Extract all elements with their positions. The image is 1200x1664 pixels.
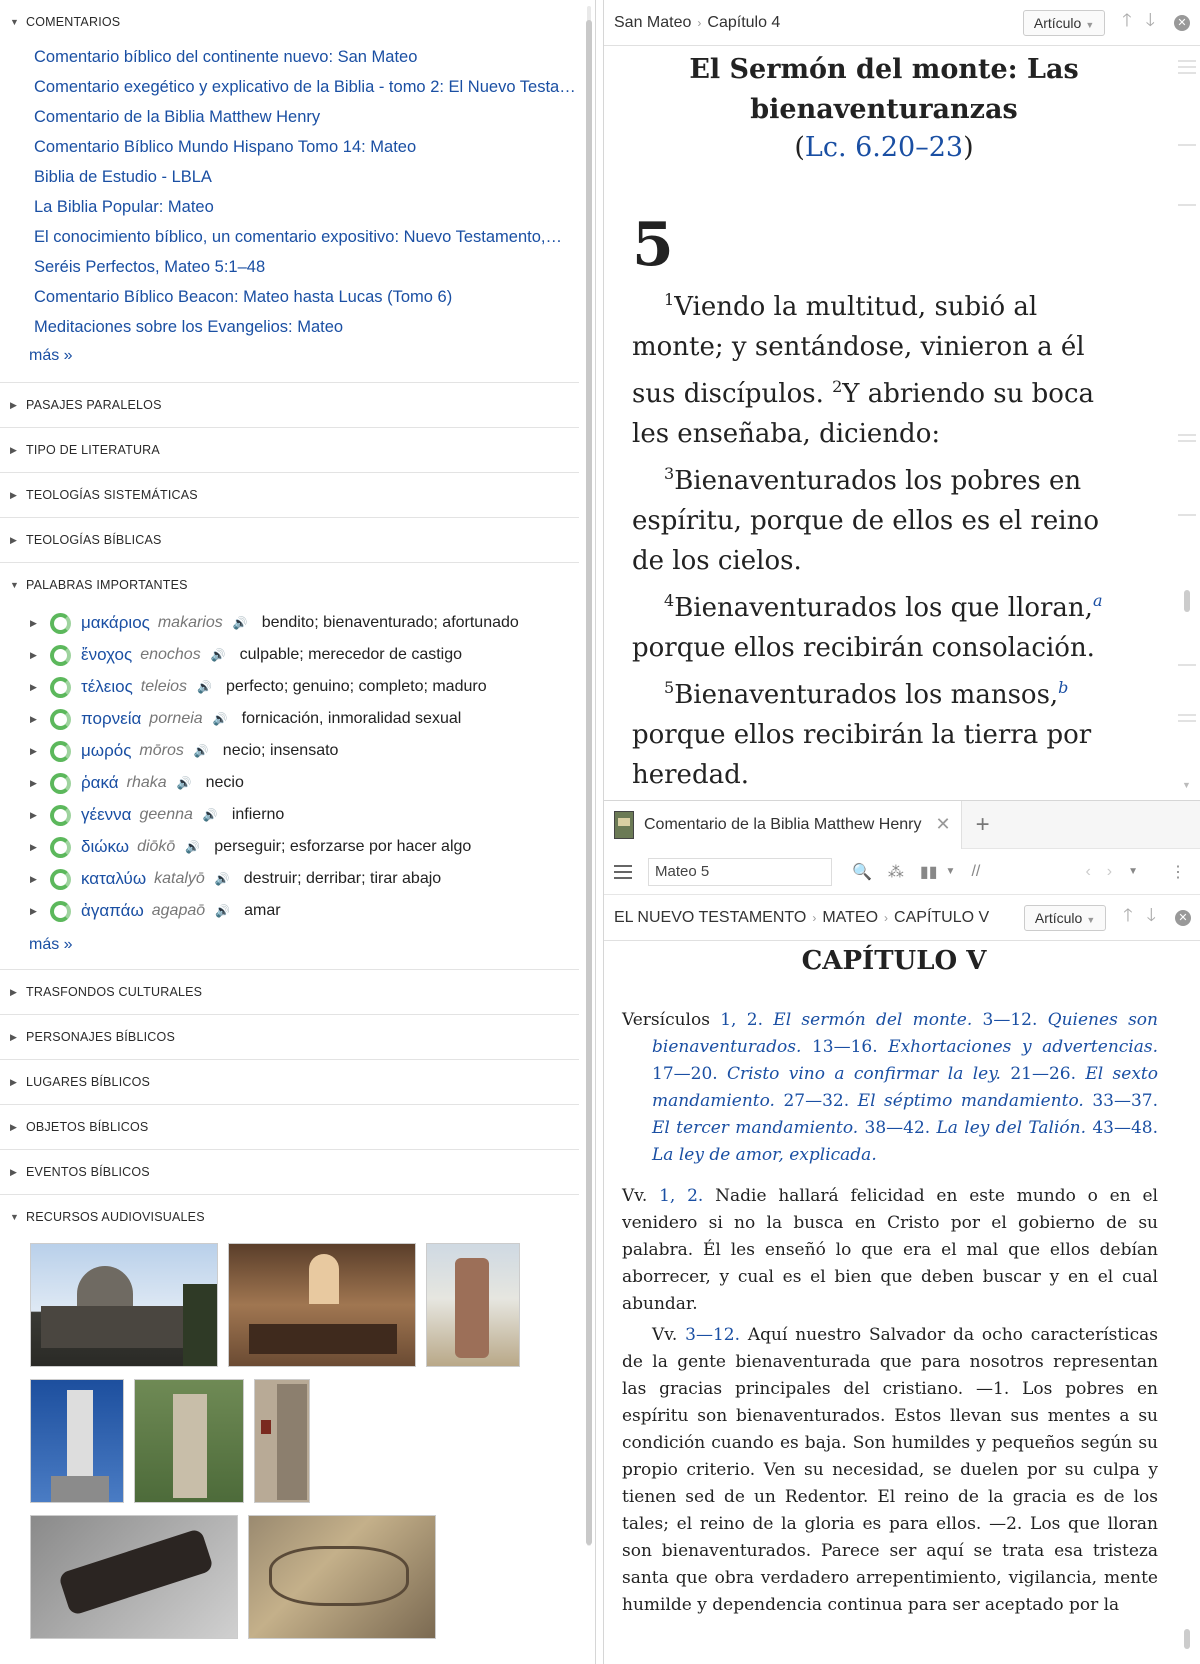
- synopsis-verse-link[interactable]: 33—37.: [1092, 1091, 1158, 1111]
- collapsed-triangle-icon: ▶: [10, 1076, 18, 1087]
- pericope-title: [604, 50, 1164, 130]
- verses: [604, 280, 1164, 800]
- section-title: PALABRAS IMPORTANTES: [26, 578, 188, 592]
- section-title: PASAJES PARALELOS: [26, 398, 162, 412]
- gloss: necio: [205, 774, 244, 791]
- synopsis-verse-link[interactable]: 21—26.: [1010, 1064, 1076, 1084]
- more-link[interactable]: más »: [29, 347, 73, 364]
- section-comentarios: [0, 0, 579, 383]
- parallel-reference-link[interactable]: Lc. 6.20–23: [804, 132, 964, 163]
- speaker-icon[interactable]: 🔊: [212, 712, 228, 726]
- back-icon[interactable]: ‹: [1085, 862, 1091, 880]
- breadcrumb-book[interactable]: San Mateo: [614, 13, 692, 31]
- speaker-icon[interactable]: 🔊: [193, 744, 209, 758]
- verse-number: 4: [664, 591, 675, 610]
- verse-number: 1: [664, 290, 675, 309]
- collapsed-triangle-icon: ▶: [10, 1166, 18, 1177]
- verse-text: Bienaventurados los que lloran,: [674, 593, 1093, 623]
- arrow-up-icon[interactable]: 🡑: [1123, 904, 1133, 925]
- chevron-right-icon: ›: [884, 910, 889, 925]
- verse-number: 3: [664, 464, 675, 483]
- section-lugares: [0, 1060, 579, 1105]
- section-tipo-literatura: [0, 428, 579, 473]
- transliteration: diōkō: [137, 838, 176, 855]
- speaker-icon[interactable]: 🔊: [197, 680, 212, 694]
- synopsis-verse-link[interactable]: 13—16.: [811, 1037, 878, 1057]
- footnote-marker[interactable]: a: [1092, 591, 1103, 610]
- section-title: EVENTOS BÍBLICOS: [26, 1165, 150, 1179]
- section-header[interactable]: [0, 1015, 579, 1059]
- transliteration: rhaka: [126, 774, 167, 791]
- scroll-thumb[interactable]: [1184, 590, 1190, 612]
- commentary-link[interactable]: Comentario de la Biblia Matthew Henry: [34, 108, 321, 126]
- section-header-recursos[interactable]: [0, 1195, 579, 1239]
- bible-reader-panel: [603, 0, 1200, 800]
- title-line: El Sermón del monte: Las: [689, 54, 1079, 85]
- word-row[interactable]: [0, 671, 579, 703]
- section-title: OBJETOS BÍBLICOS: [26, 1120, 149, 1134]
- synopsis-topic: El tercer mandamiento.: [652, 1118, 865, 1138]
- link-set-icon[interactable]: //: [971, 862, 981, 880]
- verse-text: porque ellos recibirán consolación.: [632, 633, 1095, 663]
- synopsis-verse-link[interactable]: 43—48.: [1092, 1118, 1158, 1138]
- gloss: fornicación, inmoralidad sexual: [241, 710, 462, 727]
- frequency-ring-icon: [50, 709, 71, 730]
- collapsed-triangle-icon: ▶: [10, 399, 18, 410]
- verse-range-link[interactable]: 1, 2.: [659, 1186, 704, 1206]
- scroll-thumb[interactable]: [586, 20, 592, 1545]
- collapsed-triangle-icon[interactable]: ▶: [30, 905, 37, 916]
- frequency-ring-icon: [50, 741, 71, 762]
- verse-text: Bienaventurados los pobres en espíritu, porque de ellos es el reino de los cielos.: [632, 466, 1099, 576]
- section-header[interactable]: [0, 970, 579, 1014]
- section-palabras-importantes: [0, 563, 579, 970]
- greek-lemma[interactable]: μακάριος: [81, 613, 150, 632]
- word-row[interactable]: [0, 799, 579, 831]
- parallel-reference: (Lc. 6.20–23): [794, 132, 974, 163]
- chevron-down-icon[interactable]: ▼: [1182, 780, 1191, 790]
- expanded-triangle-icon: ▼: [10, 17, 20, 27]
- section-teologias-sistematicas: [0, 473, 579, 518]
- commentary-toolbar: [604, 849, 1200, 895]
- transliteration: teleios: [140, 678, 188, 695]
- comment-paragraph: [622, 1183, 1158, 1318]
- frequency-ring-icon: [50, 677, 71, 698]
- breadcrumb-testament[interactable]: EL NUEVO TESTAMENTO: [614, 908, 807, 926]
- speaker-icon[interactable]: 🔊: [232, 616, 248, 630]
- breadcrumb-chapter[interactable]: Capítulo 4: [707, 13, 781, 31]
- chapter-number: 5: [632, 210, 674, 280]
- chapter-heading: CAPÍTULO V: [801, 946, 987, 976]
- word-row[interactable]: [0, 607, 579, 639]
- collapsed-triangle-icon[interactable]: ▶: [30, 873, 37, 884]
- more-options-icon[interactable]: ⋮: [1170, 863, 1186, 881]
- collapsed-triangle-icon[interactable]: ▶: [30, 809, 37, 820]
- arrow-up-icon[interactable]: 🡑: [1122, 9, 1132, 30]
- greek-lemma[interactable]: τέλειος: [81, 677, 133, 696]
- comment-paragraph: [622, 1322, 1158, 1619]
- left-scrollbar[interactable]: [585, 6, 593, 1546]
- forward-icon[interactable]: ›: [1106, 862, 1113, 880]
- word-row[interactable]: [0, 735, 579, 767]
- greek-lemma[interactable]: πορνεία: [81, 709, 142, 728]
- verse-range-link[interactable]: 3—12.: [685, 1325, 740, 1345]
- frequency-ring-icon: [50, 901, 71, 922]
- transliteration: porneia: [149, 710, 203, 727]
- section-recursos: [0, 1195, 579, 1639]
- tab-commentary[interactable]: [604, 801, 962, 849]
- frequency-ring-icon: [50, 645, 71, 666]
- section-title: TEOLOGÍAS SISTEMÁTICAS: [26, 488, 198, 502]
- collapsed-triangle-icon[interactable]: ▶: [30, 777, 37, 788]
- history-dropdown-icon[interactable]: ▼: [1128, 866, 1138, 877]
- paragraph-text: Nadie hallará felicidad en este mundo o en el venidero si no la busca en Cristo por el gobierno de su palabra. Él les enseñó lo que era el mal que ellos debían aborrecer, y cual es el bien que deben buscar y en el cual abundar.: [622, 1186, 1158, 1314]
- section-header[interactable]: [0, 1060, 579, 1104]
- media-thumbnail-sandal[interactable]: [30, 1515, 238, 1639]
- greek-lemma[interactable]: διώκω: [81, 837, 130, 856]
- parallel-columns-icon[interactable]: ▮▮: [919, 863, 938, 881]
- speaker-icon[interactable]: 🔊: [185, 840, 201, 854]
- speaker-icon[interactable]: 🔊: [176, 776, 192, 790]
- commentary-link[interactable]: El conocimiento bíblico, un comentario expositivo: Nuevo Testamento,…: [34, 228, 562, 246]
- collapsed-triangle-icon[interactable]: ▶: [30, 841, 37, 852]
- section-title: TIPO DE LITERATURA: [26, 443, 160, 457]
- reader-scrollbar[interactable]: [1178, 50, 1196, 800]
- commentary-link[interactable]: Comentario exegético y explicativo de la Biblia - tomo 2: El Nuevo Testa…: [34, 78, 576, 96]
- add-tab-icon[interactable]: +: [975, 810, 990, 838]
- close-icon[interactable]: ✕: [1175, 910, 1191, 926]
- word-row[interactable]: [0, 767, 579, 799]
- chevron-down-icon[interactable]: ▼: [945, 866, 956, 877]
- paragraph-text: Aquí nuestro Salvador da ocho características de la gente bienaventurada que para nosotros representan las gracias principales del cristiano. —1. Los pobres en espíritu son bienaventurados. Estos llevan sus mentes a su condición cuando es baja. Son humildes y pequeños según su propio criterio. Ven su necesidad, se duelen por su culpa y tienen sed de un Redentor. El reino de la gracia es de los tales; el reino de la gloria es para ellos. —2. Los que lloran son bienaventurados. Parece ser aquí se trata esa tristeza santa que obra verdadero arrepentimiento, vigilancia, mente humilde y dependencia continua para ser aceptado por la: [622, 1325, 1159, 1615]
- section-header[interactable]: [0, 518, 579, 562]
- greek-lemma[interactable]: ἀγαπάω: [81, 901, 144, 920]
- view-mode-label: Artículo: [1034, 909, 1083, 926]
- section-objetos: [0, 1105, 579, 1150]
- media-thumbnail-column[interactable]: [30, 1379, 124, 1503]
- synopsis-verse-link[interactable]: 17—20.: [652, 1064, 718, 1084]
- menu-icon[interactable]: [614, 865, 632, 879]
- chevron-right-icon: ›: [812, 910, 817, 925]
- section-header-palabras[interactable]: [0, 563, 579, 607]
- collapsed-triangle-icon: ▶: [10, 986, 18, 997]
- synopsis-verse-link[interactable]: 1, 2.: [720, 1010, 763, 1030]
- speaker-icon[interactable]: 🔊: [210, 648, 226, 662]
- word-row[interactable]: [0, 863, 579, 895]
- section-header[interactable]: [0, 1105, 579, 1149]
- collapsed-triangle-icon: ▶: [10, 1031, 18, 1042]
- section-title: LUGARES BÍBLICOS: [26, 1075, 151, 1089]
- synopsis-topic: La ley de amor, explicada.: [652, 1145, 877, 1165]
- section-title: PERSONAJES BÍBLICOS: [26, 1030, 175, 1044]
- transliteration: mōros: [139, 742, 184, 759]
- word-list: [0, 607, 579, 927]
- gloss: necio; insensato: [222, 742, 339, 759]
- media-thumbnail-milestone[interactable]: [426, 1243, 520, 1367]
- reader-nav-bar: [604, 0, 1200, 46]
- greek-lemma[interactable]: μωρός: [81, 741, 132, 760]
- word-row[interactable]: [0, 831, 579, 863]
- commentary-link[interactable]: Comentario bíblico del continente nuevo: San Mateo: [34, 48, 418, 66]
- verse-text: Viendo la multitud, subió al monte; y sentándose, vinieron a él sus discípulos.: [632, 292, 1085, 409]
- greek-lemma[interactable]: ἔνοχος: [81, 645, 133, 664]
- gloss: infierno: [231, 806, 285, 823]
- speaker-icon[interactable]: 🔊: [214, 872, 230, 886]
- collapsed-triangle-icon[interactable]: ▶: [30, 681, 37, 692]
- transliteration: agapaō: [151, 902, 206, 919]
- synopsis-verse-link[interactable]: 38—42.: [864, 1118, 931, 1138]
- speaker-icon[interactable]: 🔊: [202, 808, 218, 822]
- word-row[interactable]: [0, 639, 579, 671]
- view-mode-button[interactable]: [1024, 905, 1106, 931]
- frequency-ring-icon: [50, 869, 71, 890]
- section-header-comentarios[interactable]: [0, 0, 579, 44]
- view-mode-label: Artículo: [1033, 14, 1082, 31]
- verse-text: porque ellos recibirán la tierra por heredad.: [632, 720, 1092, 790]
- word-row[interactable]: [0, 895, 579, 927]
- tab-title: Comentario de la Biblia Matthew Henry: [644, 815, 922, 833]
- section-title: COMENTARIOS: [26, 15, 121, 29]
- section-teologias-biblicas: [0, 518, 579, 563]
- commentary-link[interactable]: Biblia de Estudio - LBLA: [34, 168, 212, 186]
- collapsed-triangle-icon: ▶: [10, 444, 18, 455]
- collapsed-triangle-icon: ▶: [10, 489, 18, 500]
- more-link[interactable]: más »: [29, 936, 73, 953]
- left-panel: [0, 0, 596, 1664]
- search-icon[interactable]: 🔍: [852, 863, 872, 881]
- arrow-down-icon[interactable]: 🡓: [1146, 904, 1156, 925]
- gloss: culpable; merecedor de castigo: [239, 646, 463, 663]
- arrow-down-icon[interactable]: 🡓: [1145, 9, 1155, 30]
- verse-label: Vv.: [622, 1186, 660, 1206]
- commentary-link[interactable]: La Biblia Popular: Mateo: [34, 198, 214, 216]
- gloss: destruir; derribar; tirar abajo: [243, 870, 442, 887]
- greek-lemma[interactable]: γέεννα: [81, 805, 132, 824]
- bible-text: [604, 46, 1164, 800]
- visual-filter-icon[interactable]: ⁂: [887, 863, 904, 881]
- section-title: TEOLOGÍAS BÍBLICAS: [26, 533, 162, 547]
- chevron-right-icon: ›: [697, 15, 702, 30]
- expanded-triangle-icon: ▼: [10, 1212, 20, 1222]
- view-mode-button[interactable]: [1023, 10, 1105, 36]
- commentary-nav-bar: [604, 895, 1200, 941]
- chevron-down-icon: ▼: [1085, 19, 1095, 30]
- media-thumbnail-stone[interactable]: [134, 1379, 244, 1503]
- commentary-link[interactable]: Comentario Bíblico Beacon: Mateo hasta Lucas (Tomo 6): [34, 288, 453, 306]
- close-tab-icon[interactable]: ✕: [935, 814, 951, 834]
- verse-text: Bienaventurados los mansos,: [674, 680, 1059, 710]
- verse-number: 2: [832, 377, 843, 396]
- collapsed-triangle-icon[interactable]: ▶: [30, 713, 37, 724]
- synopsis-verse-link[interactable]: 27—32.: [783, 1091, 850, 1111]
- title-line: bienaventuranzas: [750, 94, 1018, 125]
- verse-number: 5: [664, 678, 675, 697]
- chevron-down-icon: ▼: [1086, 914, 1096, 925]
- section-header[interactable]: [0, 1150, 579, 1194]
- synopsis-topic: Exhortaciones y advertencias.: [877, 1037, 1158, 1057]
- section-header[interactable]: [0, 428, 579, 472]
- frequency-ring-icon: [50, 805, 71, 826]
- collapsed-triangle-icon: ▶: [10, 1121, 18, 1132]
- synopsis-topic: El séptimo mandamiento.: [849, 1091, 1093, 1111]
- section-eventos: [0, 1150, 579, 1195]
- commentary-link[interactable]: Comentario Bíblico Mundo Hispano Tomo 14: Mateo: [34, 138, 417, 156]
- section-header[interactable]: [0, 473, 579, 517]
- section-header[interactable]: [0, 383, 579, 427]
- commentary-link[interactable]: Meditaciones sobre los Evangelios: Mateo: [34, 318, 344, 336]
- verse-label: Vv.: [652, 1325, 686, 1345]
- transliteration: makarios: [157, 614, 223, 631]
- verse-text: Y abriendo su boca les enseñaba, diciendo:: [632, 379, 1095, 449]
- section-title: RECURSOS AUDIOVISUALES: [26, 1210, 205, 1224]
- synopsis-verse-link[interactable]: 3—12.: [982, 1010, 1038, 1030]
- chapter-synopsis: [622, 1007, 1158, 1169]
- expanded-triangle-icon: ▼: [10, 580, 20, 590]
- commentary-link[interactable]: Seréis Perfectos, Mateo 5:1–48: [34, 258, 266, 276]
- frequency-ring-icon: [50, 613, 71, 634]
- gloss: bendito; bienaventurado; afortunado: [261, 614, 519, 631]
- book-cover-icon: [614, 811, 634, 839]
- transliteration: katalyō: [154, 870, 205, 887]
- gloss: perseguir; esforzarse por hacer algo: [214, 838, 472, 855]
- synopsis-topic: El sexto mandamiento.: [652, 1064, 1158, 1111]
- media-thumbnail-stele[interactable]: [254, 1379, 310, 1503]
- synopsis-label: Versículos: [622, 1010, 721, 1030]
- transliteration: geenna: [139, 806, 193, 823]
- synopsis-topic: La ley del Talión.: [930, 1118, 1093, 1138]
- gloss: amar: [244, 902, 281, 919]
- reference-input[interactable]: Mateo 5: [648, 858, 832, 886]
- word-row[interactable]: [0, 703, 579, 735]
- greek-lemma[interactable]: ῥακά: [81, 773, 119, 792]
- collapsed-triangle-icon[interactable]: ▶: [30, 617, 37, 628]
- media-thumbnail-church[interactable]: [30, 1243, 218, 1367]
- frequency-ring-icon: [50, 773, 71, 794]
- close-icon[interactable]: ✕: [1174, 15, 1190, 31]
- section-title: TRASFONDOS CULTURALES: [26, 985, 203, 999]
- transliteration: enochos: [140, 646, 201, 663]
- collapsed-triangle-icon[interactable]: ▶: [30, 649, 37, 660]
- section-trasfondos: [0, 970, 579, 1015]
- synopsis-topic: Cristo vino a confirmar la ley.: [717, 1064, 1011, 1084]
- tab-bar: [604, 801, 1200, 849]
- frequency-ring-icon: [50, 837, 71, 858]
- commentary-text: [604, 941, 1184, 1664]
- commentary-panel: [603, 800, 1200, 1664]
- scroll-thumb[interactable]: [1184, 1629, 1190, 1649]
- section-personajes: [0, 1015, 579, 1060]
- collapsed-triangle-icon: ▶: [10, 534, 18, 545]
- synopsis-topic: El sermón del monte.: [762, 1010, 983, 1030]
- media-thumbnail-interior[interactable]: [228, 1243, 416, 1367]
- gloss: perfecto; genuino; completo; maduro: [226, 678, 487, 695]
- greek-lemma[interactable]: καταλύω: [81, 869, 147, 888]
- breadcrumb-book[interactable]: MATEO: [822, 908, 879, 926]
- collapsed-triangle-icon[interactable]: ▶: [30, 745, 37, 756]
- footnote-marker[interactable]: b: [1058, 678, 1069, 697]
- section-pasajes-paralelos: [0, 383, 579, 428]
- synopsis-topic: Quienes son bienaventurados.: [652, 1010, 1158, 1057]
- media-thumbnail-mosaic-map[interactable]: [248, 1515, 436, 1639]
- commentary-scrollbar[interactable]: [1178, 941, 1196, 1664]
- breadcrumb-chapter[interactable]: CAPÍTULO V: [894, 908, 990, 926]
- speaker-icon[interactable]: 🔊: [215, 904, 231, 918]
